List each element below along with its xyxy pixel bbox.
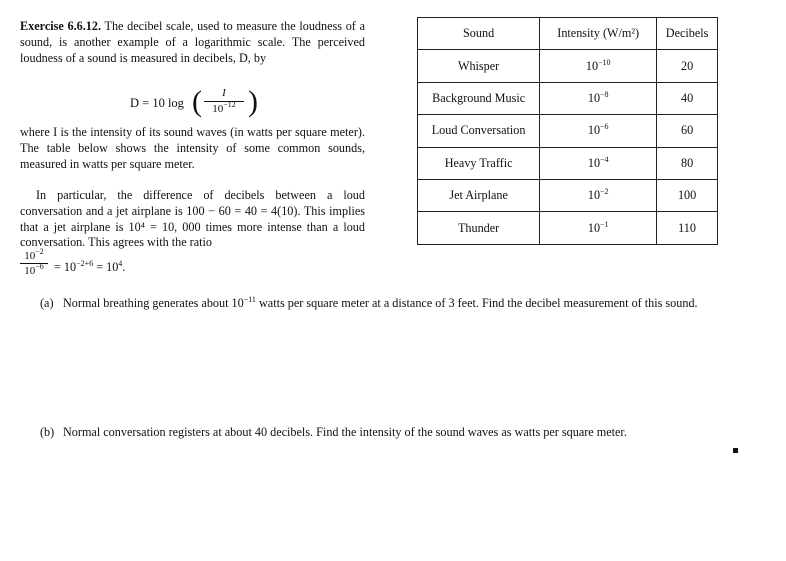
cell-sound: Thunder xyxy=(418,212,540,244)
particular-paragraph: In particular, the difference of decibels between a loud conversation and a jet airplane is 100 − 60 = 40 = 4(10). This implies that a jet airplane is 10⁴ = 10, 000 times more intense than a loud conversation. This agrees with the ratio xyxy=(20,188,365,250)
table-row xyxy=(418,147,718,179)
table-row xyxy=(418,179,718,211)
cell-sound: Background Music xyxy=(418,82,540,114)
ratio-result: = $10^{-2+6} = 10^4$. xyxy=(54,259,126,274)
cell-intensity: $10^{-8}$ xyxy=(540,82,657,114)
cell-sound: Jet Airplane xyxy=(418,179,540,211)
question-b-text: Normal conversation registers at about 40 decibels. Find the intensity of the sound waves as watts per square meter. xyxy=(63,425,627,439)
table-row xyxy=(418,115,718,147)
exercise-label: Exercise 6.6.12. xyxy=(20,19,101,33)
question-a-text: Normal breathing generates about $10^{-11}$ watts per square meter at a distance of 3 feet. Find the decibel measurement of this sound. xyxy=(63,295,698,310)
table-row xyxy=(418,50,718,82)
cell-intensity: $10^{-6}$ xyxy=(540,115,657,147)
cell-sound: Whisper xyxy=(418,50,540,82)
ratio-fraction: $10^{-2}$ $10^{-6}$ xyxy=(20,250,48,277)
cell-decibels: 60 xyxy=(657,115,718,147)
cell-sound: Loud Conversation xyxy=(418,115,540,147)
cell-intensity: $10^{-10}$ xyxy=(540,50,657,82)
cell-decibels: 100 xyxy=(657,179,718,211)
where-paragraph: where I is the intensity of its sound waves (in watts per square meter). The table below shows the intensity of some common sounds, measured in watts per square meter. xyxy=(20,125,365,171)
header-intensity: Intensity (W/m²) xyxy=(540,18,657,50)
question-b xyxy=(40,425,760,441)
cell-sound: Heavy Traffic xyxy=(418,147,540,179)
question-b-label: (b) xyxy=(40,425,55,439)
formula-fraction xyxy=(204,87,244,115)
header-sound: Sound xyxy=(418,18,540,50)
table-row xyxy=(418,212,718,244)
formula-denominator: $10^{-12}$ xyxy=(212,100,236,115)
formula-numerator: I xyxy=(222,87,226,99)
cell-intensity: $10^{-4}$ xyxy=(540,147,657,179)
header-decibels: Decibels xyxy=(657,18,718,50)
end-of-proof-square xyxy=(733,448,738,453)
cell-decibels: 80 xyxy=(657,147,718,179)
formula-lhs: D = 10 log xyxy=(130,96,184,110)
cell-intensity: $10^{-2}$ xyxy=(540,179,657,211)
table-row xyxy=(418,82,718,114)
intro-text: The decibel scale, used to measure the loudness of a sound, is another example of a logarithmic scale. The perceived loudness of a sound is measured in decibels, D, by xyxy=(20,19,365,65)
intro-paragraph xyxy=(20,19,365,66)
cell-decibels: 20 xyxy=(657,50,718,82)
sound-intensity-table xyxy=(417,17,718,245)
question-a-label: (a) xyxy=(40,296,54,310)
cell-intensity: $10^{-1}$ xyxy=(540,212,657,244)
table-header-row xyxy=(418,18,718,50)
question-a xyxy=(40,296,750,312)
cell-decibels: 110 xyxy=(657,212,718,244)
cell-decibels: 40 xyxy=(657,82,718,114)
